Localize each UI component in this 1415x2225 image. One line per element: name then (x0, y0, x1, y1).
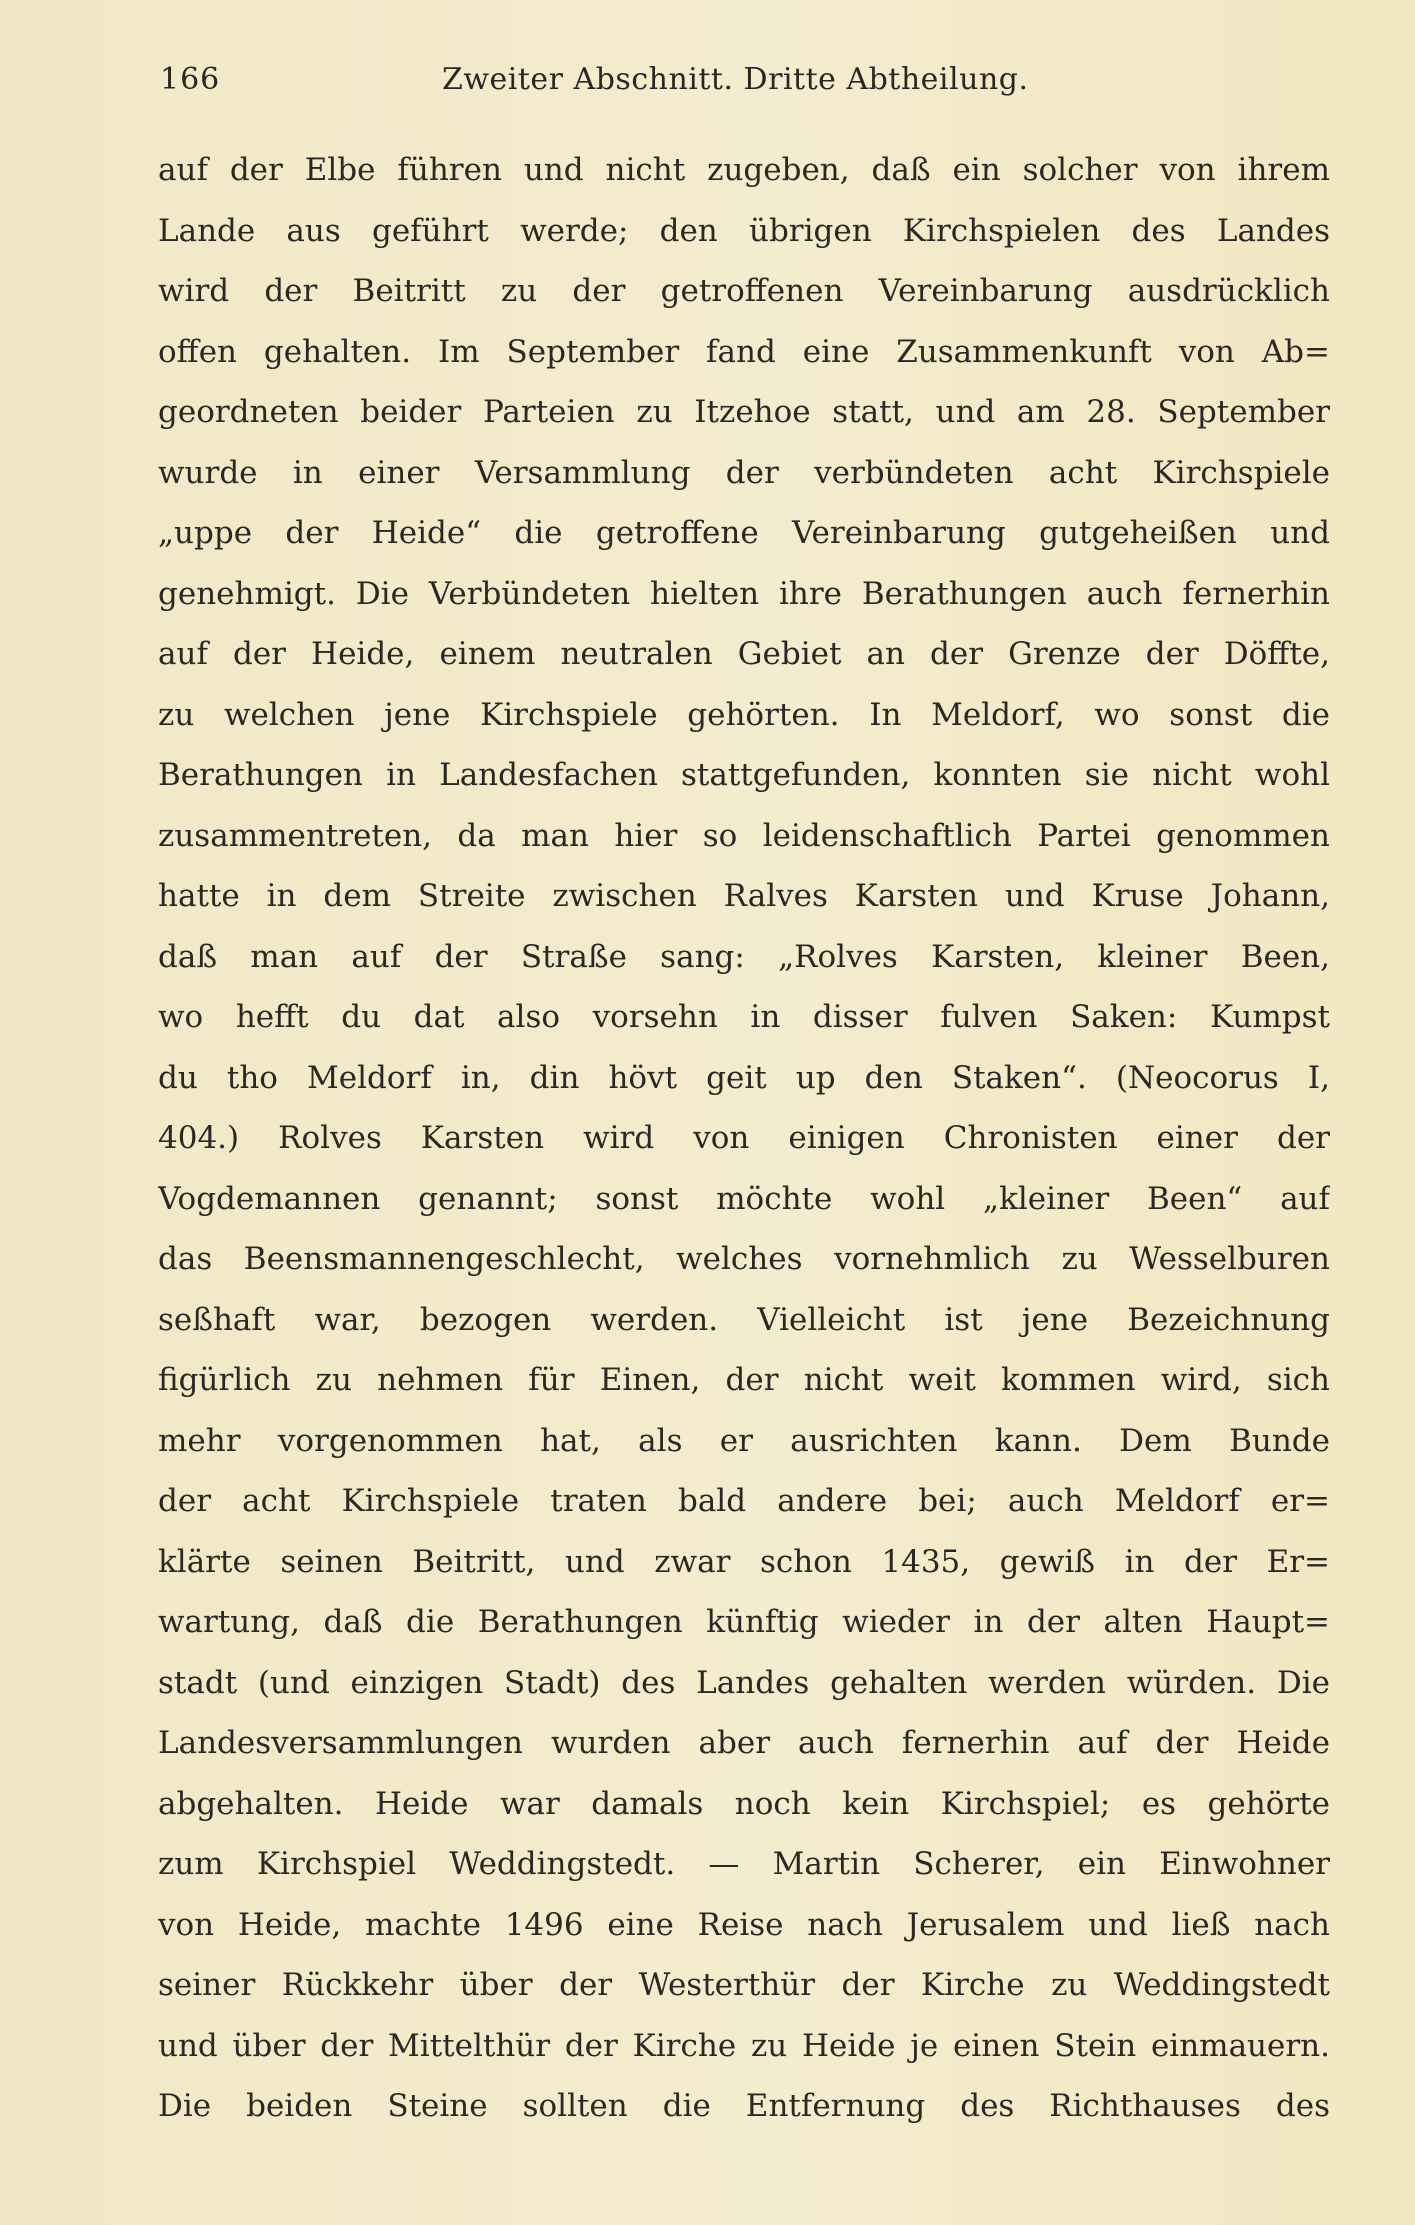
text-line: auf der Heide, einem neutralen Gebiet an der Grenze der Döffte, (158, 636, 1330, 672)
text-line: seiner Rückkehr über der Westerthür der Kirche zu Weddingstedt (158, 1967, 1330, 2003)
text-line: zum Kirchspiel Weddingstedt. — Martin Scherer, ein Einwohner (158, 1846, 1330, 1882)
text-line: zu welchen jene Kirchspiele gehörten. In Meldorf, wo sonst die (158, 696, 1330, 733)
running-head: Zweiter Abschnitt. Dritte Abtheilung. (442, 62, 1029, 97)
text-line: wartung, daß die Berathungen künftig wieder in der alten Haupt= (158, 1604, 1330, 1640)
text-line: du tho Meldorf in, din hövt geit up den Staken“. (Neocorus I, (158, 1059, 1330, 1096)
text-line: Lande aus geführt werde; den übrigen Kirchspielen des Landes (158, 212, 1330, 249)
text-line: auf der Elbe führen und nicht zugeben, daß ein solcher von ihrem (158, 152, 1330, 188)
body-text (158, 140, 1330, 2137)
text-line: genehmigt. Die Verbündeten hielten ihre Berathungen auch fernerhin (158, 575, 1330, 612)
text-line: das Beensmannengeschlecht, welches vornehmlich zu Wesselburen (158, 1241, 1330, 1277)
text-line: Landesversammlungen wurden aber auch fernerhin auf der Heide (158, 1725, 1330, 1761)
page-header (160, 62, 1260, 112)
text-line: seßhaft war, bezogen werden. Vielleicht ist jene Bezeichnung (158, 1301, 1330, 1338)
text-line: wurde in einer Versammlung der verbündeten acht Kirchspiele (158, 454, 1330, 491)
text-line: und über der Mittelthür der Kirche zu Heide je einen Stein einmauern. (158, 2027, 1330, 2064)
text-line: offen gehalten. Im September fand eine Zusammenkunft von Ab= (158, 333, 1330, 370)
text-line: zusammentreten, da man hier so leidenschaftlich Partei genommen (158, 817, 1330, 854)
text-line: Die beiden Steine sollten die Entfernung des Richthauses des (158, 2088, 1330, 2124)
text-line: klärte seinen Beitritt, und zwar schon 1435, gewiß in der Er= (158, 1543, 1330, 1580)
text-line: stadt (und einzigen Stadt) des Landes gehalten werden würden. Die (158, 1664, 1330, 1701)
text-line: abgehalten. Heide war damals noch kein Kirchspiel; es gehörte (158, 1785, 1330, 1822)
text-line: figürlich zu nehmen für Einen, der nicht weit kommen wird, sich (158, 1362, 1330, 1398)
text-line: Vogdemannen genannt; sonst möchte wohl „kleiner Been“ auf (158, 1180, 1330, 1217)
text-line: Berathungen in Landesfachen stattgefunden, konnten sie nicht wohl (158, 757, 1330, 793)
text-line: wird der Beitritt zu der getroffenen Vereinbarung ausdrücklich (158, 273, 1330, 309)
text-line: wo hefft du dat also vorsehn in disser fulven Saken: Kumpst (158, 999, 1330, 1035)
text-line: „uppe der Heide“ die getroffene Vereinbarung gutgeheißen und (158, 515, 1330, 551)
text-line: der acht Kirchspiele traten bald andere bei; auch Meldorf er= (158, 1483, 1330, 1519)
text-line: von Heide, machte 1496 eine Reise nach Jerusalem und ließ nach (158, 1906, 1330, 1943)
text-line: 404.) Rolves Karsten wird von einigen Chronisten einer der (158, 1120, 1330, 1156)
text-line: hatte in dem Streite zwischen Ralves Karsten und Kruse Johann, (158, 878, 1330, 914)
text-line: daß man auf der Straße sang: „Rolves Karsten, kleiner Been, (158, 938, 1330, 975)
text-line: geordneten beider Parteien zu Itzehoe statt, und am 28. September (158, 394, 1330, 430)
text-line: mehr vorgenommen hat, als er ausrichten kann. Dem Bunde (158, 1422, 1330, 1459)
page-number: 166 (160, 62, 221, 97)
